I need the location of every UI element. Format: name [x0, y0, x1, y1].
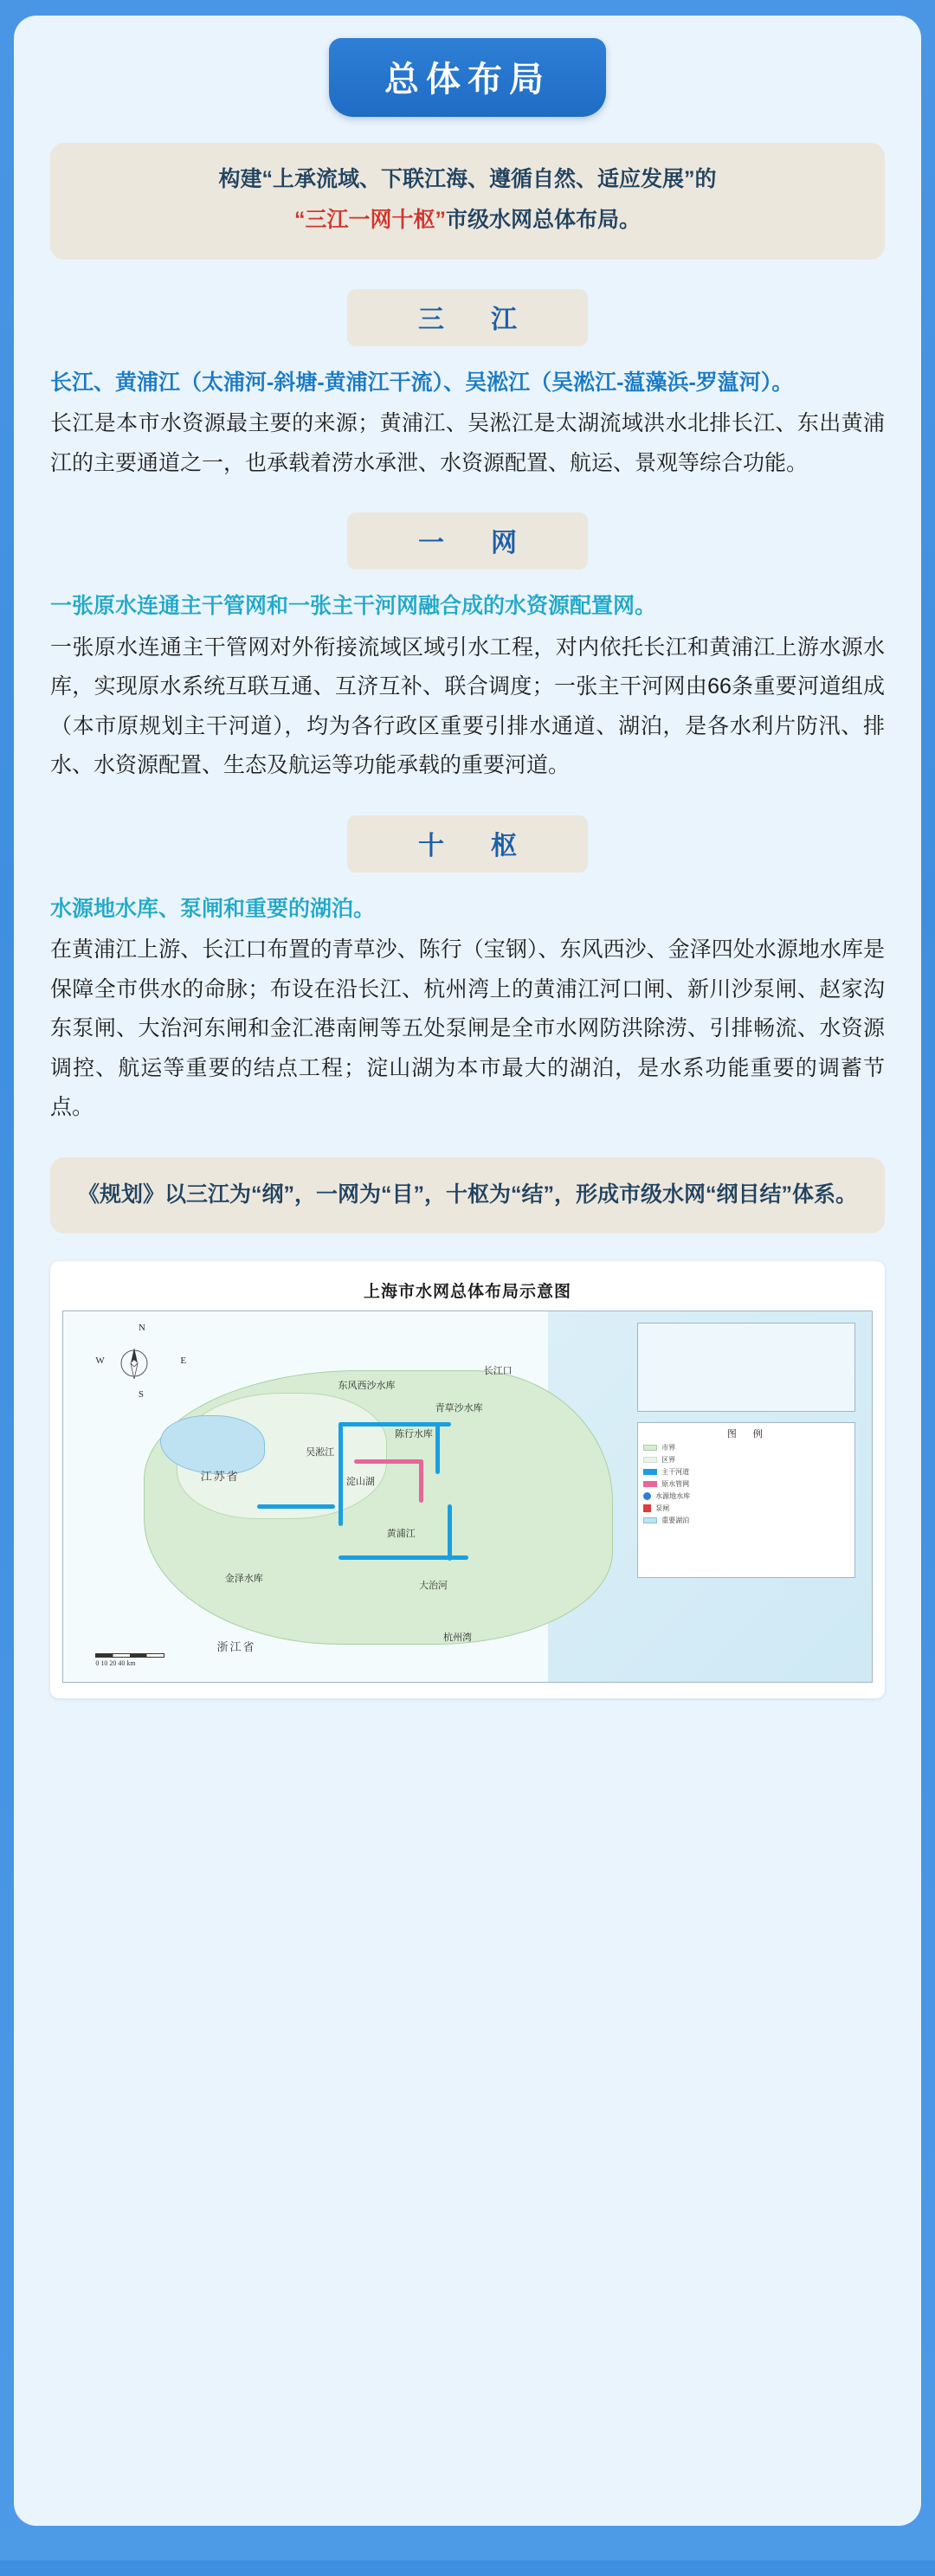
- section-3-heading: 十 枢: [347, 815, 588, 873]
- compass-label-w: W: [95, 1356, 105, 1367]
- map-inset: [637, 1323, 855, 1412]
- intro-box: [50, 143, 885, 260]
- map-label-zhejiang: 浙江省: [216, 1639, 256, 1653]
- legend-label: 水源地水库: [655, 1492, 691, 1501]
- river-line: [339, 1422, 343, 1526]
- legend-title: 图 例: [726, 1429, 766, 1440]
- section-3-lead: 水源地水库、泵闸和重要的湖泊。: [50, 896, 376, 921]
- closing-statement: 《规划》以三江为“纲”，一网为“目”，十枢为“结”，形成市级水网“纲目结”体系。: [50, 1157, 885, 1234]
- section-3-paragraph: 在黄浦江上游、长江口布置的青草沙、陈行（宝钢）、东风西沙、金泽四处水源地水库是保障全市供水的命脉；布设在沿长江、杭州湾上的黄浦江河口闸、新川沙泵闸、赵家沟东泵闸、大治河东闸和金汇港南闸等五处泵闸是全市水网防洪除涝、引排畅流、水资源调控、航运等重要的结点工程；淀山湖为本市最大的湖泊，是水系功能重要的调蓄节点。: [50, 937, 885, 1119]
- legend-item: [643, 1516, 849, 1525]
- raw-water-pipe: [419, 1459, 423, 1503]
- legend-label: 重要湖泊: [661, 1517, 690, 1525]
- map-label-huangpujiang: 黄浦江: [386, 1529, 416, 1540]
- legend-label: 原水管网: [661, 1480, 690, 1489]
- legend-label: 区界: [661, 1456, 676, 1465]
- intro-line-1: 构建“上承流域、下联江海、遵循自然、适应发展”的: [218, 167, 717, 191]
- legend-swatch: [643, 1492, 651, 1500]
- map-figure-title: 上海市水网总体布局示意图: [363, 1283, 571, 1301]
- raw-water-pipe: [354, 1459, 423, 1464]
- map-label-hangzhouwan: 杭州湾: [442, 1633, 472, 1644]
- scalebar-graphic: [95, 1653, 164, 1658]
- legend-swatch: [643, 1517, 657, 1523]
- map-legend: [637, 1422, 855, 1578]
- river-line: [435, 1422, 440, 1474]
- section-1-paragraph: 长江是本市水资源最主要的来源；黄浦江、吴淞江是太湖流域洪水北排长江、东出黄浦江的主要通道之一，也承载着涝水承泄、水资源配置、航运、景观等综合功能。: [50, 411, 885, 475]
- section-2-paragraph: 一张原水连通主干管网对外衔接流域区域引水工程，对内依托长江和黄浦江上游水源水库，实现原水系统互联互通、互济互补、联合调度；一张主干河网由66条重要河道组成（本市原规划主干河道），均为各行政区重要引排水通道、湖泊，是各水利片防汛、排水、水资源配置、生态及航运等功能承载的重要河道。: [50, 634, 885, 777]
- section-2-lead: 一张原水连通主干管网和一张主干河网融合成的水资源配置网。: [50, 594, 657, 618]
- legend-swatch: [643, 1445, 657, 1451]
- legend-label: 市界: [661, 1444, 676, 1452]
- legend-item: [643, 1504, 849, 1513]
- intro-highlight: “三江一网十枢”: [293, 208, 446, 233]
- map-figure: [50, 1261, 885, 1698]
- section-3-header-container: [14, 815, 921, 873]
- scalebar-label: 0 10 20 40 km: [95, 1658, 136, 1667]
- legend-item: [643, 1455, 849, 1465]
- map-label-jiangsu: 江苏省: [200, 1469, 240, 1483]
- compass-label-e: E: [180, 1356, 187, 1367]
- legend-item: [643, 1479, 849, 1489]
- map-canvas: [62, 1311, 873, 1683]
- legend-item: [643, 1491, 849, 1501]
- legend-item: [643, 1443, 849, 1452]
- map-label-changjiangkou: 长江口: [483, 1365, 513, 1376]
- compass-label-n: N: [138, 1322, 145, 1333]
- section-2-header-container: [14, 512, 921, 570]
- page-title: 总体布局: [329, 38, 606, 117]
- section-1-body: [50, 364, 885, 484]
- section-3-body: [50, 890, 885, 1128]
- legend-label: 主干河道: [661, 1468, 690, 1477]
- legend-swatch: [643, 1469, 657, 1475]
- map-label-wusongjiang: 吴淞江: [306, 1447, 335, 1459]
- section-2-body: [50, 587, 885, 786]
- intro-line-2: [73, 203, 862, 238]
- section-2-heading: 一 网: [347, 512, 588, 570]
- map-label-dongfengxisha: 东风西沙水库: [338, 1381, 396, 1392]
- legend-swatch: [643, 1481, 657, 1487]
- legend-swatch: [643, 1457, 657, 1463]
- title-banner-container: [14, 16, 921, 117]
- section-1-lead: 长江、黄浦江（太浦河-斜塘-黄浦江干流）、吴淞江（吴淞江-蕰藻浜-罗蕰河）。: [50, 370, 794, 395]
- content-card: [14, 16, 921, 2526]
- section-1-header-container: [14, 289, 921, 346]
- map-label-chenhang: 陈行水库: [394, 1428, 433, 1439]
- map-label-dianshanhu: 淀山湖: [345, 1477, 375, 1488]
- map-label-qingcaosha: 青草沙水库: [435, 1402, 483, 1414]
- map-label-jinze: 金泽水库: [224, 1573, 263, 1584]
- section-1-heading: 三 江: [347, 289, 588, 346]
- legend-label: 泵闸: [655, 1504, 670, 1513]
- river-line: [257, 1504, 335, 1509]
- legend-item: [643, 1467, 849, 1477]
- map-label-dazhihe: 大治河: [418, 1581, 448, 1592]
- compass-label-s: S: [138, 1388, 144, 1400]
- river-line: [448, 1504, 452, 1561]
- map-scalebar: [95, 1653, 164, 1667]
- legend-swatch: [643, 1504, 651, 1512]
- compass-icon: [112, 1341, 157, 1386]
- intro-line-2-tail: 市级水网总体布局。: [446, 208, 642, 233]
